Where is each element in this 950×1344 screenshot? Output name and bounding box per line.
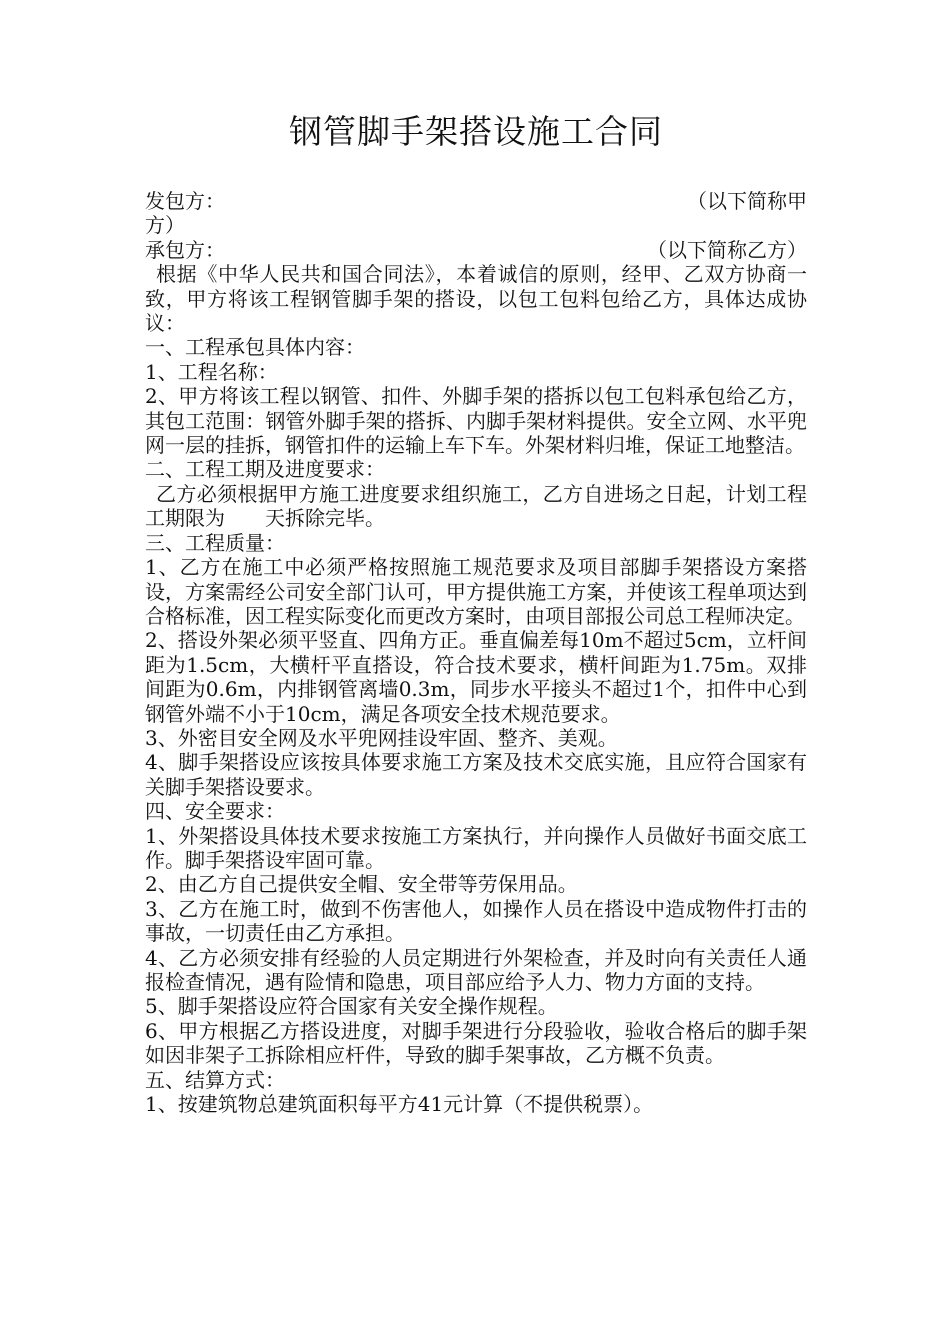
party-b-row [145, 238, 807, 262]
document-title: 钢管脚手架搭设施工合同 [289, 112, 663, 151]
party-b-note: （以下简称乙方） [647, 237, 807, 262]
paragraph: 2、由乙方自己提供安全帽、安全带等劳保用品。 [145, 872, 578, 897]
paragraph: 2、甲方将该工程以钢管、扣件、外脚手架的搭拆以包工包料承包给乙方，其包工范围：钢管外脚手架的搭拆、内脚手架材料提供。安全立网、水平兜网一层的挂拆，钢管扣件的运输上车下车。外架材料归堆，保证工地整洁。 [145, 384, 807, 458]
paragraph: 1、乙方在施工中必须严格按照施工规范要求及项目部脚手架搭设方案搭设，方案需经公司安全部门认可，甲方提供施工方案，并使该工程单项达到合格标准，因工程实际变化而更改方案时，由项目部报公司总工程师决定。 [145, 555, 807, 628]
paragraph: 乙方必须根据甲方施工进度要求组织施工，乙方自进场之日起，计划工程工期限为 天拆除完毕。 [145, 481, 807, 531]
paragraph: 三、工程质量： [145, 530, 285, 555]
paragraph: 四、安全要求： [145, 799, 285, 824]
paragraph: 根据《中华人民共和国合同法》，本着诚信的原则，经甲、乙双方协商一致，甲方将该工程钢管脚手架的搭设，以包工包料包给乙方，具体达成协议： [145, 262, 807, 336]
paragraph: 6、甲方根据乙方搭设进度，对脚手架进行分段验收，验收合格后的脚手架如因非架子工拆除相应杆件，导致的脚手架事故，乙方概不负责。 [145, 1018, 807, 1068]
paragraph: 二、工程工期及进度要求： [145, 457, 385, 482]
contract-body [145, 262, 807, 1116]
party-a-note-continued: 方） [145, 213, 185, 238]
paragraph: 一、工程承包具体内容： [145, 335, 365, 360]
paragraph: 1、外架搭设具体技术要求按施工方案执行，并向操作人员做好书面交底工作。脚手架搭设牢固可靠。 [145, 823, 807, 872]
paragraph: 3、乙方在施工时，做到不伤害他人，如操作人员在搭设中造成物件打击的事故，一切责任由乙方承担。 [145, 896, 807, 946]
paragraph: 五、结算方式： [145, 1067, 285, 1092]
paragraph: 1、按建筑物总建筑面积每平方41元计算（不提供税票）。 [145, 1092, 654, 1117]
party-a-label: 发包方： [145, 189, 225, 213]
party-a-note: （以下简称甲 [687, 189, 807, 213]
contract-page [145, 100, 807, 1116]
party-b-label: 承包方： [145, 237, 225, 262]
paragraph: 4、脚手架搭设应该按具体要求施工方案及技术交底实施，且应符合国家有关脚手架搭设要求。 [145, 750, 807, 799]
paragraph: 4、乙方必须安排有经验的人员定期进行外架检查，并及时向有关责任人通报检查情况，遇有险情和隐患，项目部应给予人力、物力方面的支持。 [145, 945, 807, 994]
party-a-row [145, 189, 807, 213]
paragraph: 3、外密目安全网及水平兜网挂设牢固、整齐、美观。 [145, 725, 618, 750]
paragraph: 5、脚手架搭设应符合国家有关安全操作规程。 [145, 994, 558, 1019]
paragraph: 2、搭设外架必须平竖直、四角方正。垂直偏差每10m不超过5cm，立杆间距为1.5cm，大横杆平直搭设，符合技术要求，横杆间距为1.75m。双排间距为0.6m，内排钢管离墙0.3m，同步水平接头不超过1个，扣件中心到钢管外端不小于10cm，满足各项安全技术规范要求。 [145, 628, 807, 726]
paragraph: 1、工程名称： [145, 359, 278, 384]
